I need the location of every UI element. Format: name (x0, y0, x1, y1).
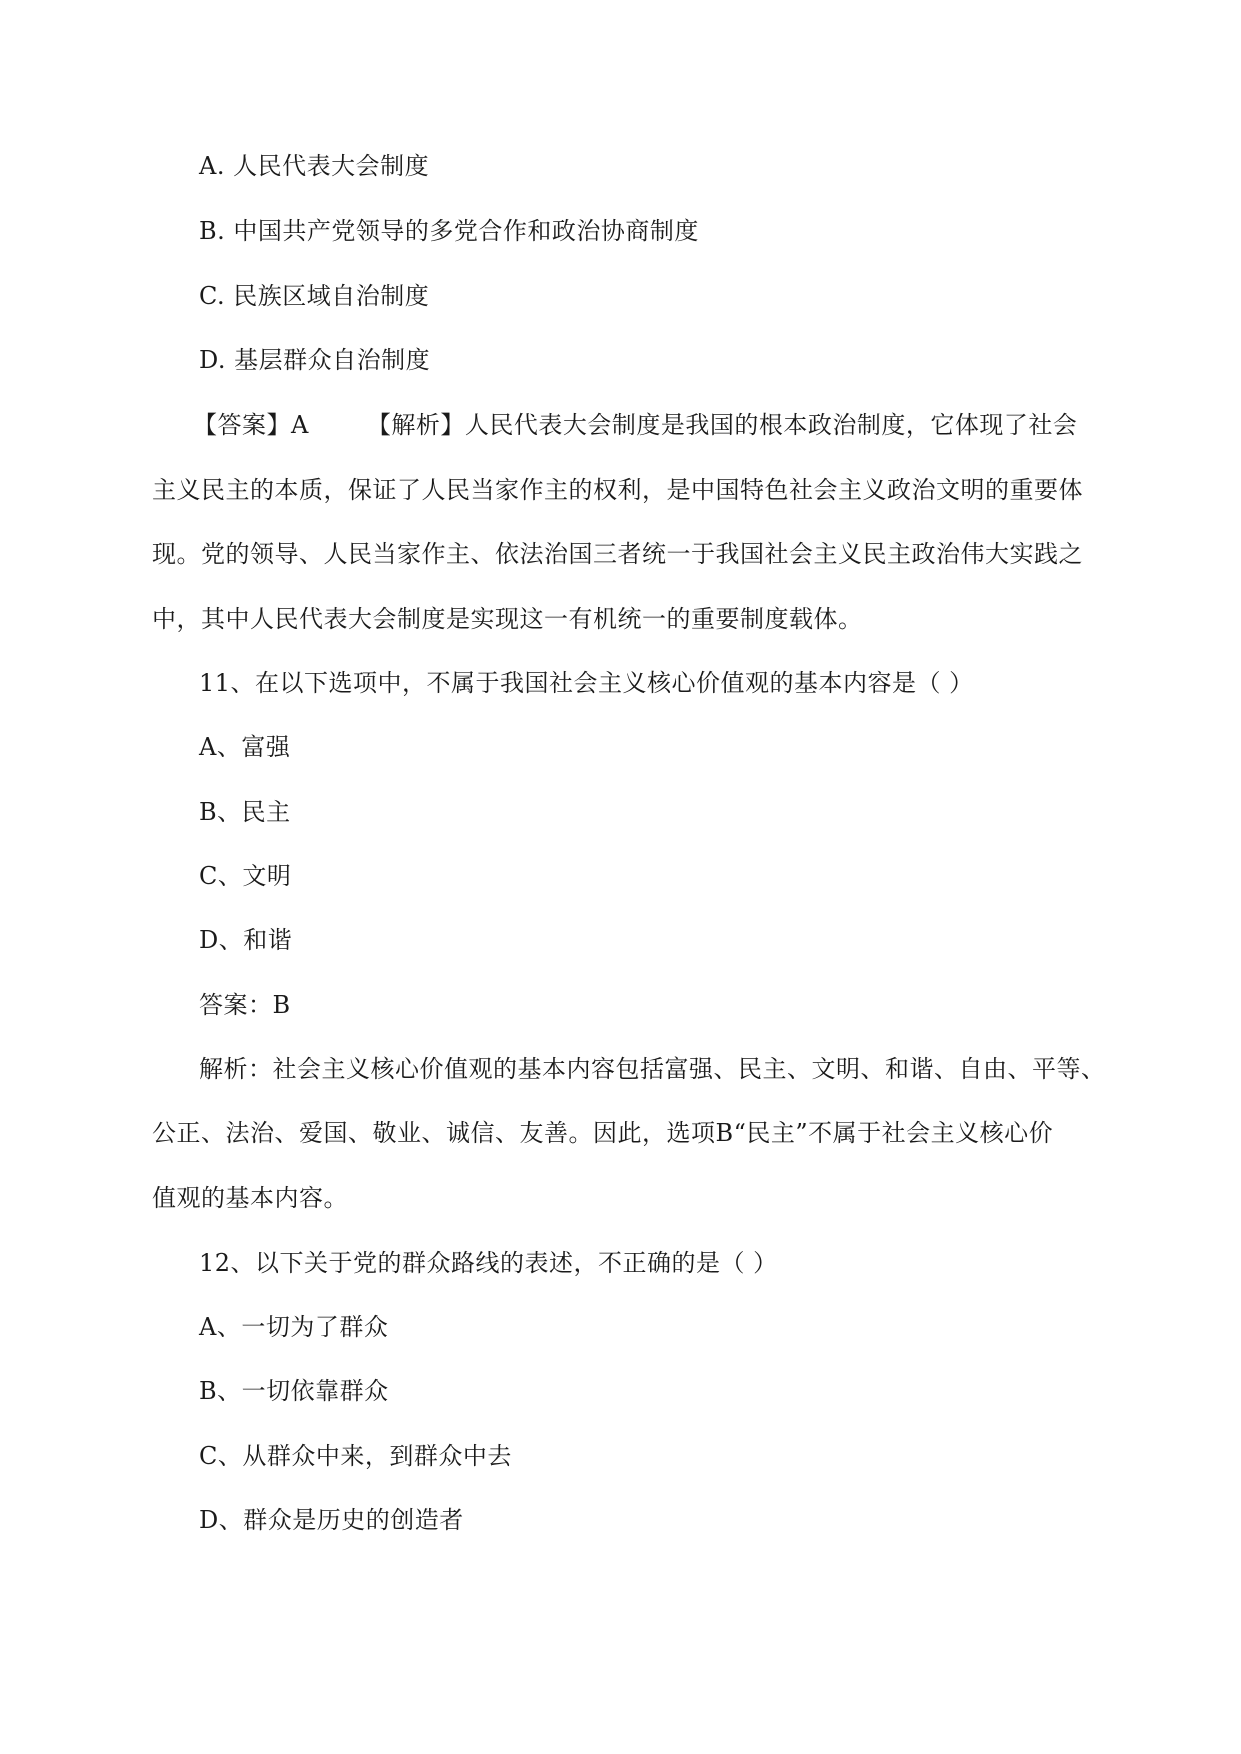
q10-analysis-line-2: 主义民主的本质，保证了人民当家作主的权利，是中国特色社会主义政治文明的重要体 (152, 476, 1083, 504)
q11-analysis-line-2: 公正、法治、爱国、敬业、诚信、友善。因此，选项B“民主”不属于社会主义核心价 (152, 1119, 1054, 1147)
q12-option-c: C、从群众中来，到群众中去 (199, 1442, 512, 1470)
q12-option-d: D、群众是历史的创造者 (199, 1506, 464, 1534)
q10-analysis-line-1: 人民代表大会制度是我国的根本政治制度，它体现了社会 (464, 411, 1078, 439)
q10-analysis-label: 【解析】 (366, 411, 465, 439)
q11-option-d: D、和谐 (199, 926, 293, 954)
q11-analysis-line-3: 值观的基本内容。 (152, 1184, 348, 1212)
q11-option-a: A、富强 (199, 733, 291, 761)
q11-option-c: C、文明 (199, 862, 292, 890)
q10-option-d: D. 基层群众自治制度 (199, 346, 431, 374)
q11-analysis-line-1: 解析：社会主义核心价值观的基本内容包括富强、民主、文明、和谐、自由、平等、 (199, 1055, 1106, 1083)
q12-option-b: B、一切依靠群众 (199, 1377, 389, 1405)
q12-option-a: A、一切为了群众 (199, 1313, 389, 1341)
q10-option-a: A. 人民代表大会制度 (199, 152, 430, 180)
q11-option-b: B、民主 (199, 798, 291, 826)
q10-option-c: C. 民族区域自治制度 (199, 282, 430, 310)
q10-option-b: B. 中国共产党领导的多党合作和政治协商制度 (199, 217, 699, 245)
q10-analysis-line-3: 现。党的领导、人民当家作主、依法治国三者统一于我国社会主义民主政治伟大实践之 (152, 540, 1083, 568)
q12-question: 12、以下关于党的群众路线的表述，不正确的是（ ） (199, 1249, 778, 1277)
q11-answer: 答案：B (199, 991, 291, 1019)
q10-answer: 【答案】A (193, 411, 309, 439)
q11-question: 11、在以下选项中，不属于我国社会主义核心价值观的基本内容是（ ） (199, 669, 974, 697)
q10-analysis-line-4: 中，其中人民代表大会制度是实现这一有机统一的重要制度载体。 (152, 605, 863, 633)
q10-answer-line (193, 410, 1077, 440)
